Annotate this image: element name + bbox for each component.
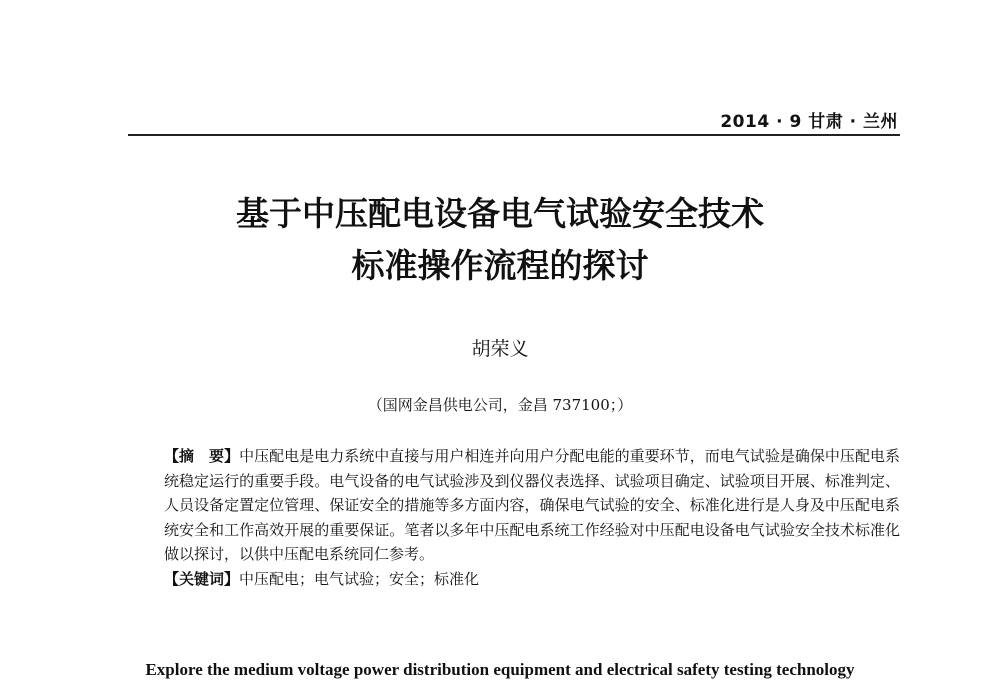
english-title: Explore the medium voltage power distribution equipment and electrical safety testing technology (145, 660, 855, 679)
keywords-paragraph (128, 567, 900, 592)
abstract-paragraph (128, 444, 900, 567)
affiliation: （国网金昌供电公司，金昌 737100；） (367, 396, 633, 414)
author-name: 胡荣义 (471, 338, 529, 360)
keywords-label: 【关键词】 (164, 569, 240, 588)
title-line-1: 基于中压配电设备电气试验安全技术 (236, 194, 764, 233)
abstract-text: 中压配电是电力系统中直接与用户相连并向用户分配电能的重要环节，而电气试验是确保中压配电系统稳定运行的重要手段。电气设备的电气试验涉及到仪器仪表选择、试验项目确定、试验项目开展、标准判定、人员设备定置定位管理、保证安全的措施等多方面内容，确保电气试验的安全、标准化进行是人身及中压配电系统安全和工作高效开展的重要保证。笔者以多年中压配电系统工作经验对中压配电设备电气试验安全技术标准化做以探讨，以供中压配电系统同仁参考。 (164, 447, 900, 563)
abstract-label: 【摘 要】 (164, 447, 240, 465)
paper-title (0, 188, 1000, 292)
abstract-section (128, 444, 900, 591)
journal-meta: 2014 · 9 甘肃 · 兰州 (720, 112, 898, 132)
header-rule (128, 134, 900, 136)
title-line-2: 标准操作流程的探讨 (351, 246, 649, 285)
keywords-text: 中压配电；电气试验；安全；标准化 (239, 569, 480, 588)
